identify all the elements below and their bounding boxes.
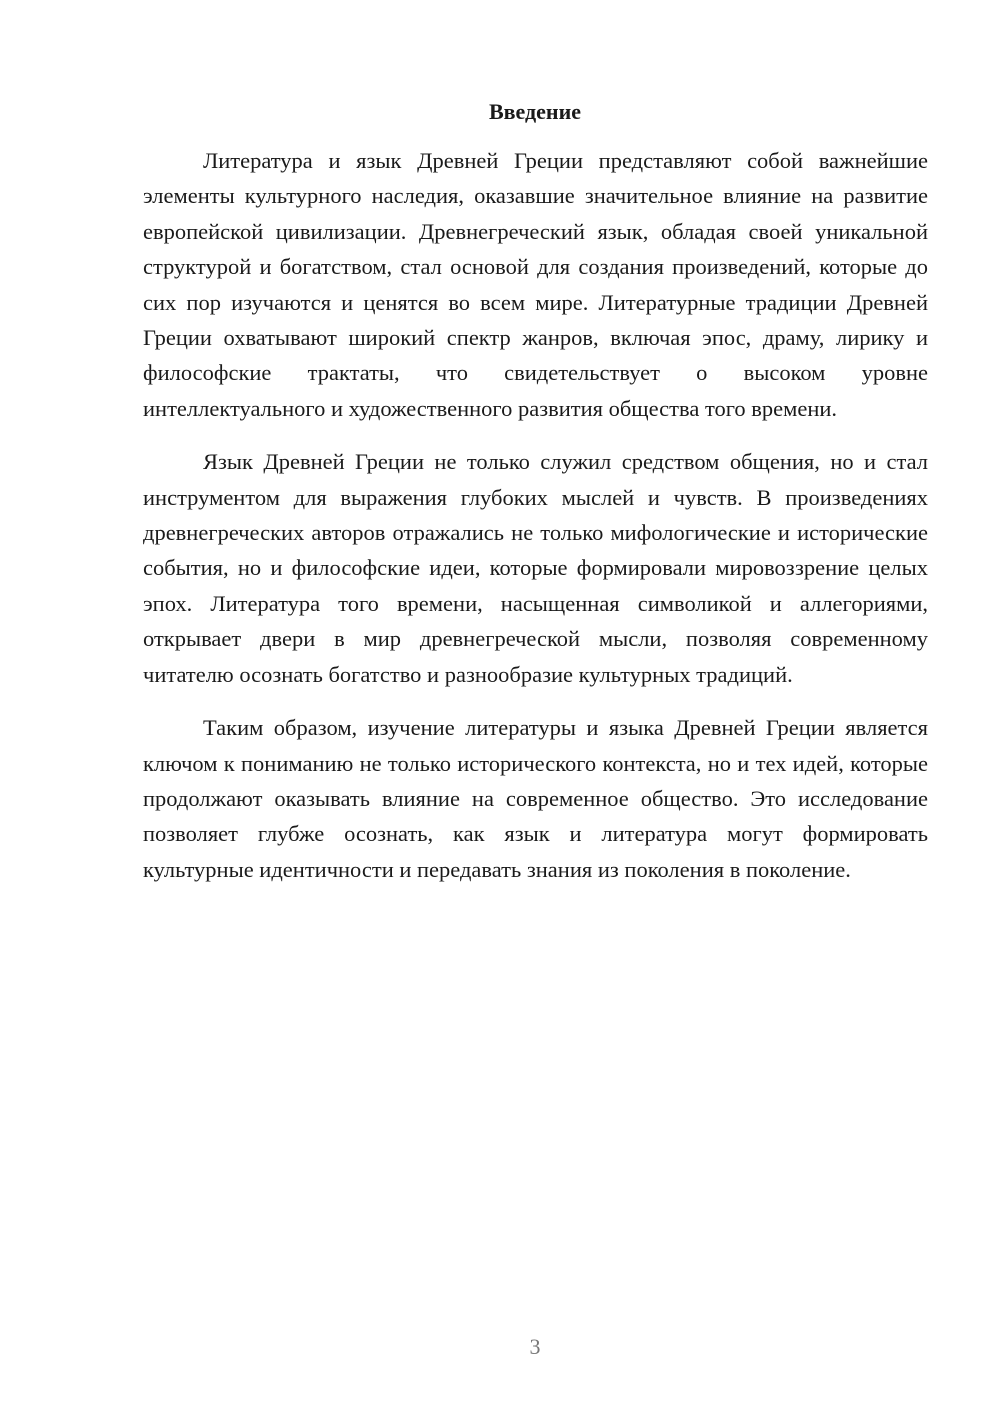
paragraph-3: Таким образом, изучение литературы и языка Древней Греции является ключом к пониманию не только исторического контекста, но и тех идей, которые продолжают оказывать влияние на современное общество. Это исследование позволяет глубже осознать, как язык и литература могут формировать культурные идентичности и передавать знания из поколения в поколение.	[143, 715, 928, 882]
paragraph-2: Язык Древней Греции не только служил средством общения, но и стал инструментом для выражения глубоких мыслей и чувств. В произведениях древнегреческих авторов отражались не только мифологические и исторические события, но и философские идеи, которые формировали мировоззрение целых эпох. Литература того времени, насыщенная символикой и аллегориями, открывает двери в мир древнегреческой мысли, позволяя современному читателю осознать богатство и разнообразие культурных традиций.	[143, 449, 928, 687]
body-text	[143, 143, 928, 905]
page-number: 3	[529, 1334, 541, 1359]
page-title: Введение	[488, 99, 582, 124]
paragraph-1: Литература и язык Древней Греции представляют собой важнейшие элементы культурного наследия, оказавшие значительное влияние на развитие европейской цивилизации. Древнегреческий язык, обладая своей уникальной структурой и богатством, стал основой для создания произведений, которые до сих пор изучаются и ценятся во всем мире. Литературные традиции Древней Греции охватывают широкий спектр жанров, включая эпос, драму, лирику и философские трактаты, что свидетельствует о высоком уровне интеллектуального и художественного развития общества того времени.	[143, 148, 928, 421]
